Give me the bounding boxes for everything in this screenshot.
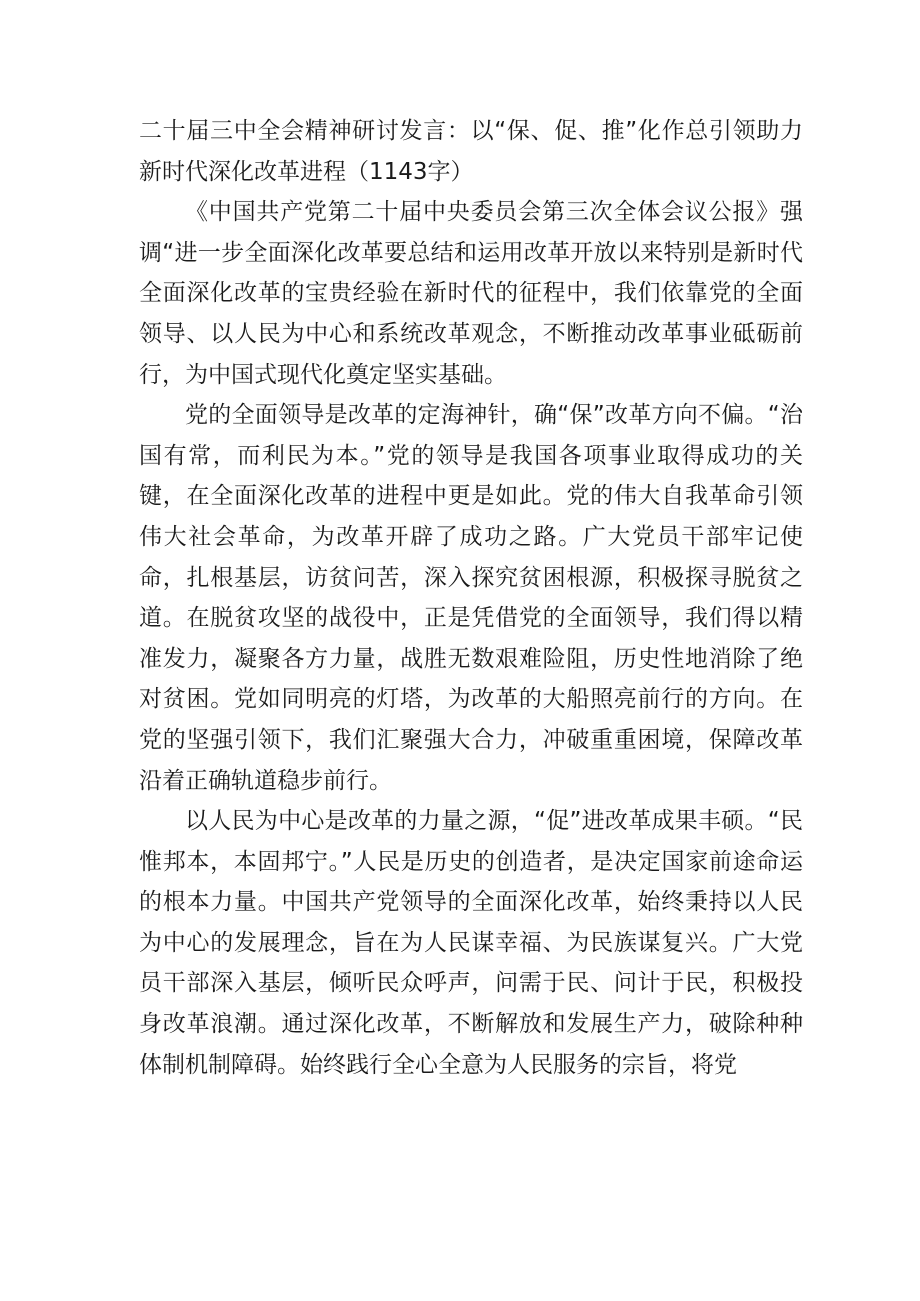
- document-title: 二十届三中全会精神研讨发言：以“保、促、推”化作总引领助力新时代深化改革进程（1143字）: [139, 118, 803, 185]
- paragraph-intro: 《中国共产党第二十届中央委员会第三次全体会议公报》强调“进一步全面深化改革要总结和运用改革开放以来特别是新时代全面深化改革的宝贵经验在新时代的征程中，我们依靠党的全面领导、以人民为中心和系统改革观念，不断推动改革事业砥砺前行，为中国式现代化奠定坚实基础。: [139, 199, 803, 388]
- paragraph-party-leadership: 党的全面领导是改革的定海神针，确“保”改革方向不偏。“治国有常，而利民为本。”党的领导是我国各项事业取得成功的关键，在全面深化改革的进程中更是如此。党的伟大自我革命引领伟大社会革命，为改革开辟了成功之路。广大党员干部牢记使命，扎根基层，访贫问苦，深入探究贫困根源，积极探寻脱贫之道。在脱贫攻坚的战役中，正是凭借党的全面领导，我们得以精准发力，凝聚各方力量，战胜无数艰难险阻，历史性地消除了绝对贫困。党如同明亮的灯塔，为改革的大船照亮前行的方向。在党的坚强引领下，我们汇聚强大合力，冲破重重困境，保障改革沿着正确轨道稳步前行。: [139, 402, 803, 794]
- paragraph-people-centered: 以人民为中心是改革的力量之源，“促”进改革成果丰硕。“民惟邦本，本固邦宁。”人民是历史的创造者，是决定国家前途命运的根本力量。中国共产党领导的全面深化改革，始终秉持以人民为中心的发展理念，旨在为人民谋幸福、为民族谋复兴。广大党员干部深入基层，倾听民众呼声，问需于民、问计于民，积极投身改革浪潮。通过深化改革，不断解放和发展生产力，破除种种体制机制障碍。始终践行全心全意为人民服务的宗旨，将党: [139, 808, 803, 1078]
- document-body: [139, 111, 803, 1085]
